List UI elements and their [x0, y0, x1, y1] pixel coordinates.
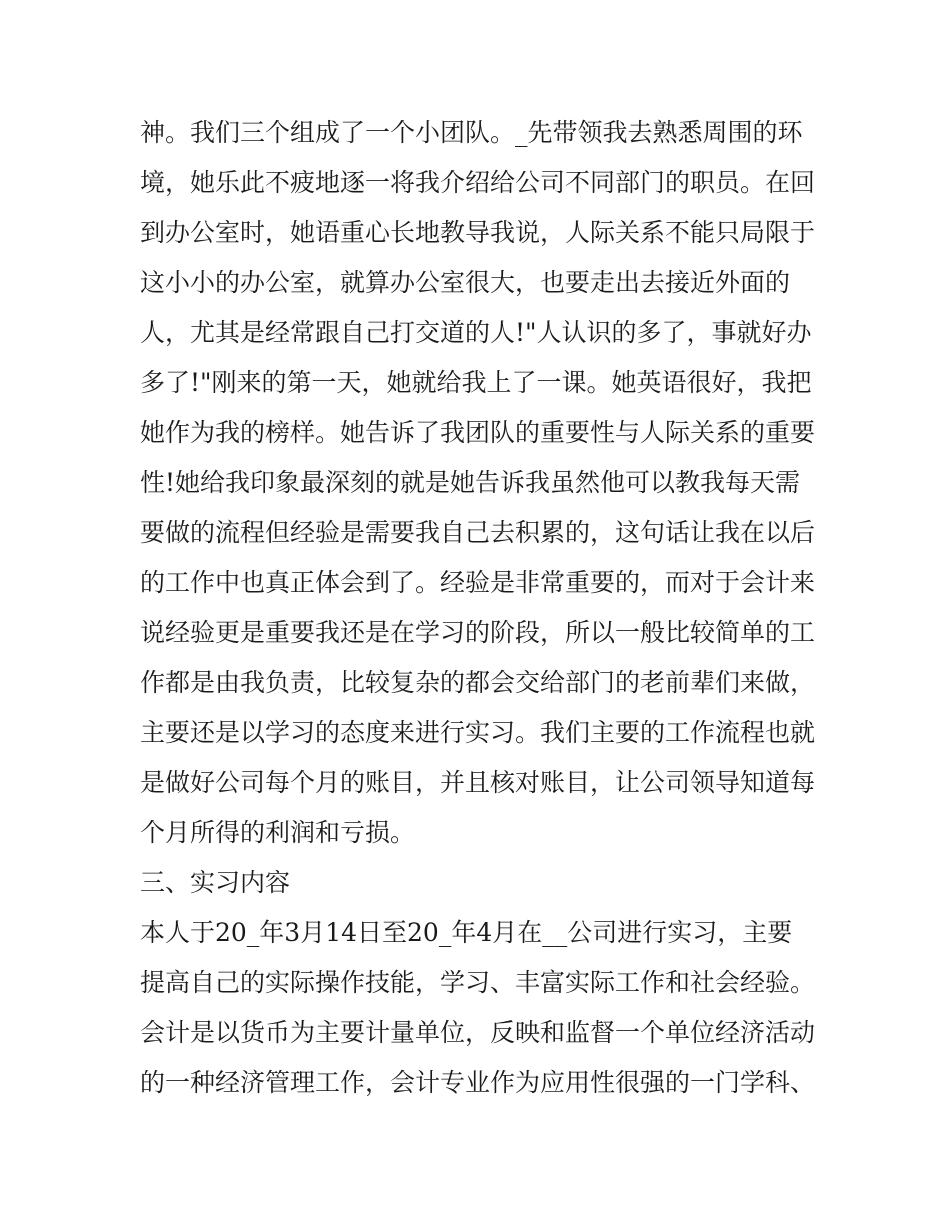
text-line: 会计是以货币为主要计量单位，反映和监督一个单位经济活动	[140, 1018, 816, 1047]
text-line: 多了!"刚来的第一天，她就给我上了一课。她英语很好，我把	[140, 368, 812, 397]
text-line: 本人于20_年3月14日至20_年4月在__公司进行实习，主要	[140, 918, 793, 947]
text-line: 要做的流程但经验是需要我自己去积累的，这句话让我在以后	[140, 518, 816, 547]
text-line: 境，她乐此不疲地逐一将我介绍给公司不同部门的职员。在回	[140, 168, 816, 197]
text-line: 个月所得的利润和亏损。	[140, 818, 416, 847]
text-line: 性!她给我印象最深刻的就是她告诉我虽然他可以教我每天需	[140, 468, 801, 497]
text-line: 提高自己的实际操作技能，学习、丰富实际工作和社会经验。	[140, 968, 816, 997]
text-line: 说经验更是重要我还是在学习的阶段，所以一般比较简单的工	[140, 618, 816, 647]
text-line: 到办公室时，她语重心长地教导我说，人际关系不能只局限于	[140, 218, 816, 247]
text-line: 的一种经济管理工作，会计专业作为应用性很强的一门学科、	[140, 1068, 816, 1097]
text-line: 作都是由我负责，比较复杂的都会交给部门的老前辈们来做，	[140, 668, 816, 697]
section-heading: 三、实习内容	[140, 868, 291, 897]
text-line: 的工作中也真正体会到了。经验是非常重要的，而对于会计来	[140, 568, 816, 597]
text-line: 她作为我的榜样。她告诉了我团队的重要性与人际关系的重要	[140, 418, 816, 447]
text-line: 人，尤其是经常跟自己打交道的人!"人认识的多了，事就好办	[140, 318, 812, 347]
text-line: 这小小的办公室，就算办公室很大，也要走出去接近外面的	[140, 268, 791, 297]
body-text	[140, 108, 816, 1108]
text-line: 是做好公司每个月的账目，并且核对账目，让公司领导知道每	[140, 768, 816, 797]
text-line: 主要还是以学习的态度来进行实习。我们主要的工作流程也就	[140, 718, 816, 747]
text-line: 神。我们三个组成了一个小团队。_先带领我去熟悉周围的环	[140, 118, 803, 147]
